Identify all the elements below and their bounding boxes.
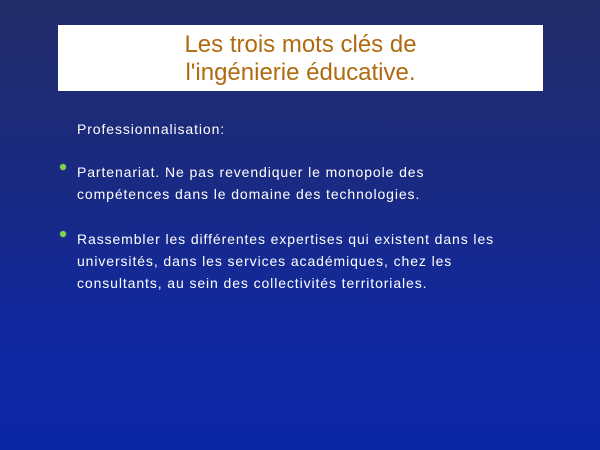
bullet-dot-icon (60, 164, 66, 170)
bullet-2-line-2: universités, dans les services académiques, chez les (77, 253, 453, 269)
bullet-1-line-1: Partenariat. Ne pas revendiquer le monopole des (77, 164, 425, 180)
slide-title-box (58, 25, 543, 91)
intro-text: Professionnalisation: (77, 121, 226, 137)
bullet-dot-icon (60, 231, 66, 237)
bullet-2-line-1: Rassembler les différentes expertises qui existent dans les (77, 231, 495, 247)
slide-title-line-1: Les trois mots clés de (184, 31, 417, 58)
bullet-text-2 (77, 228, 547, 294)
bullet-1-line-2: compétences dans le domaine des technologies. (77, 186, 421, 202)
bullet-2-line-3: consultants, au sein des collectivités territoriales. (77, 275, 428, 291)
bullet-text-1 (77, 161, 547, 205)
slide-title-line-2: l'ingénierie éducative. (185, 59, 416, 86)
